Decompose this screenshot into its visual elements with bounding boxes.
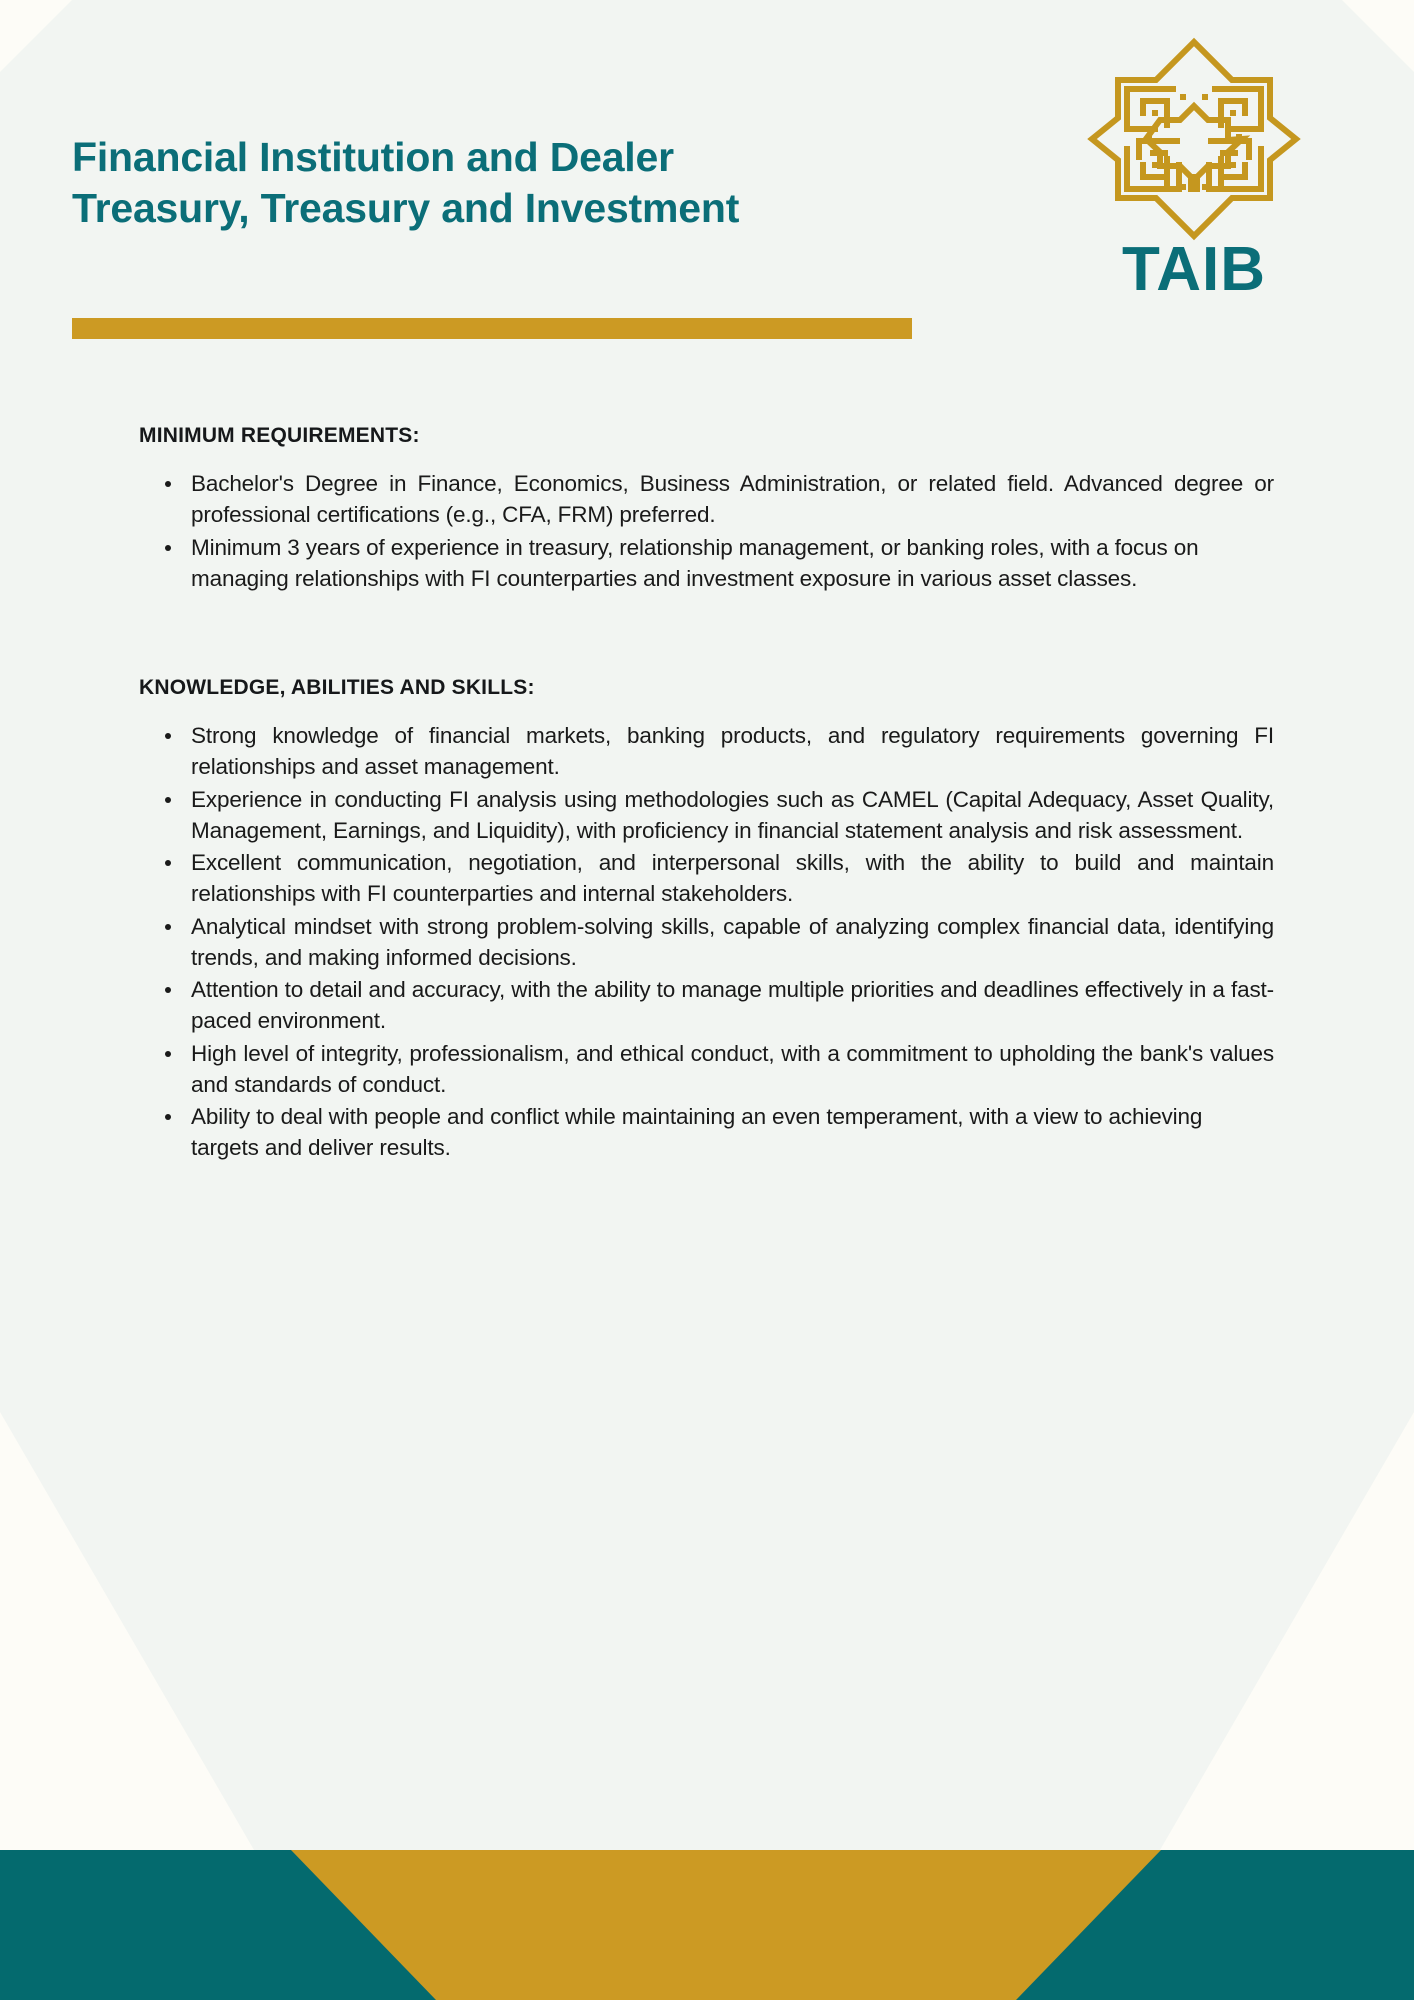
taib-geometric-star-logo-icon [1082, 34, 1306, 244]
brand-wordmark: TAIB [1121, 235, 1267, 304]
list-item: Experience in conducting FI analysis using methodologies such as CAMEL (Capital Adequacy, Asset Quality, Management, Earnings, and Liquidity), with proficiency in financial statement analysis and risk assessment. [139, 784, 1274, 847]
list-item: Strong knowledge of financial markets, banking products, and regulatory requirements governing FI relationships and asset management. [139, 720, 1274, 783]
page-title [72, 132, 952, 234]
list-item: Ability to deal with people and conflict while maintaining an even temperament, with a view to achieving targets and deliver results. [139, 1101, 1274, 1164]
list-minimum-requirements [139, 468, 1274, 595]
section-heading-knowledge-abilities-skills: KNOWLEDGE, ABILITIES AND SKILLS: [139, 676, 535, 699]
list-item: Attention to detail and accuracy, with the ability to manage multiple priorities and deadlines effectively in a fast-paced environment. [139, 974, 1274, 1037]
list-item: High level of integrity, professionalism, and ethical conduct, with a commitment to upholding the bank's values and standards of conduct. [139, 1038, 1274, 1101]
page-title-line-2: Treasury, Treasury and Investment [72, 184, 740, 231]
list-item: Excellent communication, negotiation, and interpersonal skills, with the ability to build and maintain relationships with FI counterparties and internal stakeholders. [139, 847, 1274, 910]
brand-logo [1082, 34, 1306, 304]
page-header [0, 0, 1414, 360]
list-knowledge-abilities-skills [139, 720, 1274, 1165]
page-title-line-1: Financial Institution and Dealer [72, 134, 674, 180]
list-item: Bachelor's Degree in Finance, Economics, Business Administration, or related field. Advanced degree or professional certifications (e.g., CFA, FRM) preferred. [139, 468, 1274, 531]
list-item: Minimum 3 years of experience in treasury, relationship management, or banking roles, with a focus on managing relationships with FI counterparties and investment exposure in various asset classes. [139, 532, 1274, 595]
section-heading-minimum-requirements: MINIMUM REQUIREMENTS: [139, 424, 420, 447]
gold-divider-rule [72, 318, 912, 339]
list-item: Analytical mindset with strong problem-solving skills, capable of analyzing complex financial data, identifying trends, and making informed decisions. [139, 911, 1274, 974]
